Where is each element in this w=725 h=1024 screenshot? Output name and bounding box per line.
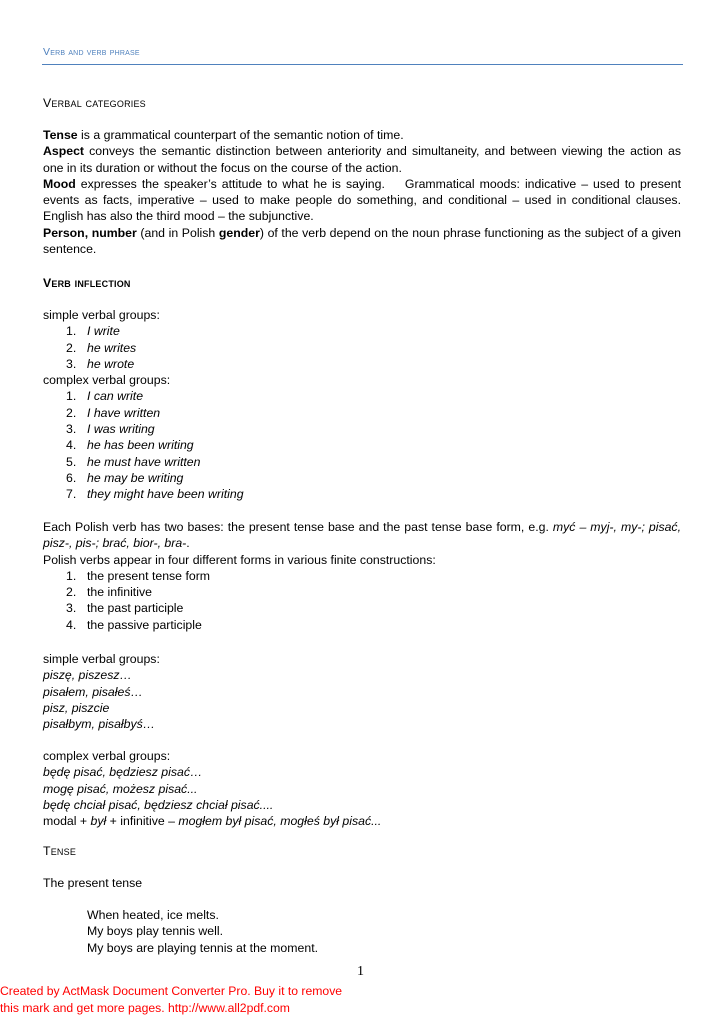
watermark	[0, 983, 342, 1017]
list-item: będę pisać, będziesz pisać…	[43, 765, 203, 780]
example-sentence: When heated, ice melts.	[87, 908, 219, 922]
tense-definition: Tense is a grammatical counterpart of the semantic notion of time.	[43, 128, 404, 142]
subheading-present-tense: The present tense	[43, 876, 143, 890]
heading-tense: Tense	[43, 844, 77, 858]
polish-complex-label: complex verbal groups:	[43, 749, 171, 763]
example-sentence: My boys play tennis well.	[87, 924, 224, 939]
example-sentence: My boys are playing tennis at the moment.	[87, 940, 319, 955]
list-item: piszę, piszesz…	[43, 668, 132, 683]
watermark-line: this mark and get more pages. http://www.all2pdf.com	[0, 1001, 290, 1015]
example-sentences	[87, 907, 318, 956]
heading-verbal-categories: Verbal categories	[43, 96, 146, 110]
list-item: 2. I have written	[66, 405, 161, 420]
list-item: 5. he must have written	[66, 454, 201, 469]
modal-construction: modal + był + infinitive – mogłem był pisać, mogłeś był pisać...	[43, 814, 382, 829]
polish-simple-label: simple verbal groups:	[43, 652, 160, 666]
list-item: 4. the passive participle	[66, 617, 202, 632]
list-item: 1. I can write	[66, 389, 144, 404]
person-definition: Person, number (and in Polish gender) of the verb depend on the noun phrase functioning as the subject of a given sentence.	[43, 225, 681, 257]
list-item: 2. the infinitive	[66, 585, 152, 600]
polish-complex-groups	[43, 748, 681, 829]
complex-groups-label: complex verbal groups:	[43, 373, 171, 388]
bases-paragraph: Each Polish verb has two bases: the present tense base and the past tense base form, e.g. myć – myj-, my-; pisać, pisz-, pis-; brać, bior-, bra-.	[43, 520, 681, 551]
forms-list	[43, 568, 681, 633]
list-item: mogę pisać, możesz pisać...	[43, 781, 198, 796]
term-gender: gender	[218, 225, 260, 240]
list-item: będę chciał pisać, będziesz chciał pisać....	[43, 797, 274, 812]
list-item: 1. the present tense form	[66, 568, 211, 583]
list-item: pisz, piszcie	[43, 700, 110, 715]
polish-bases	[43, 519, 681, 633]
heading-verb-inflection: Verb inflection	[43, 276, 131, 290]
running-header: Verb and verb phrase	[43, 46, 140, 58]
term-tense: Tense	[43, 128, 78, 142]
list-item: 3. the past participle	[66, 601, 184, 616]
polish-simple-groups	[43, 651, 681, 732]
complex-groups-list	[43, 388, 681, 502]
simple-groups-list	[43, 323, 681, 372]
term-person-number: Person, number	[43, 225, 137, 240]
header-rule	[42, 64, 683, 65]
inflection-lists	[43, 307, 681, 503]
list-item: 3. I was writing	[66, 422, 155, 437]
list-item: 2. he writes	[66, 340, 137, 355]
simple-groups-label: simple verbal groups:	[43, 308, 160, 322]
mood-definition: Mood expresses the speaker’s attitude to what he is saying. Grammatical moods: indicative – used to present events as facts, imperative – used to make people do something, and conditional – used in conditional clauses. English has also the third mood – the subjunctive.	[43, 176, 685, 224]
list-item: pisałem, pisałeś…	[43, 684, 143, 699]
aspect-definition: Aspect conveys the semantic distinction between anteriority and simultaneity, and between viewing the action as one in its duration or without the focus on the course of the action.	[43, 144, 681, 175]
list-item: 1. I write	[66, 324, 120, 339]
term-aspect: Aspect	[43, 144, 85, 159]
watermark-line: Created by ActMask Document Converter Pro. Buy it to remove	[0, 984, 343, 998]
term-mood: Mood	[43, 176, 76, 191]
list-item: 4. he has been writing	[66, 438, 194, 453]
list-item: 7. they might have been writing	[66, 487, 244, 502]
list-item: 6. he may be writing	[66, 470, 184, 485]
paragraph-categories	[43, 127, 685, 257]
page-number: 1	[357, 964, 364, 979]
list-item: 3. he wrote	[66, 356, 135, 371]
forms-intro: Polish verbs appear in four different forms in various finite constructions:	[43, 552, 436, 567]
list-item: pisałbym, pisałbyś…	[43, 717, 156, 732]
